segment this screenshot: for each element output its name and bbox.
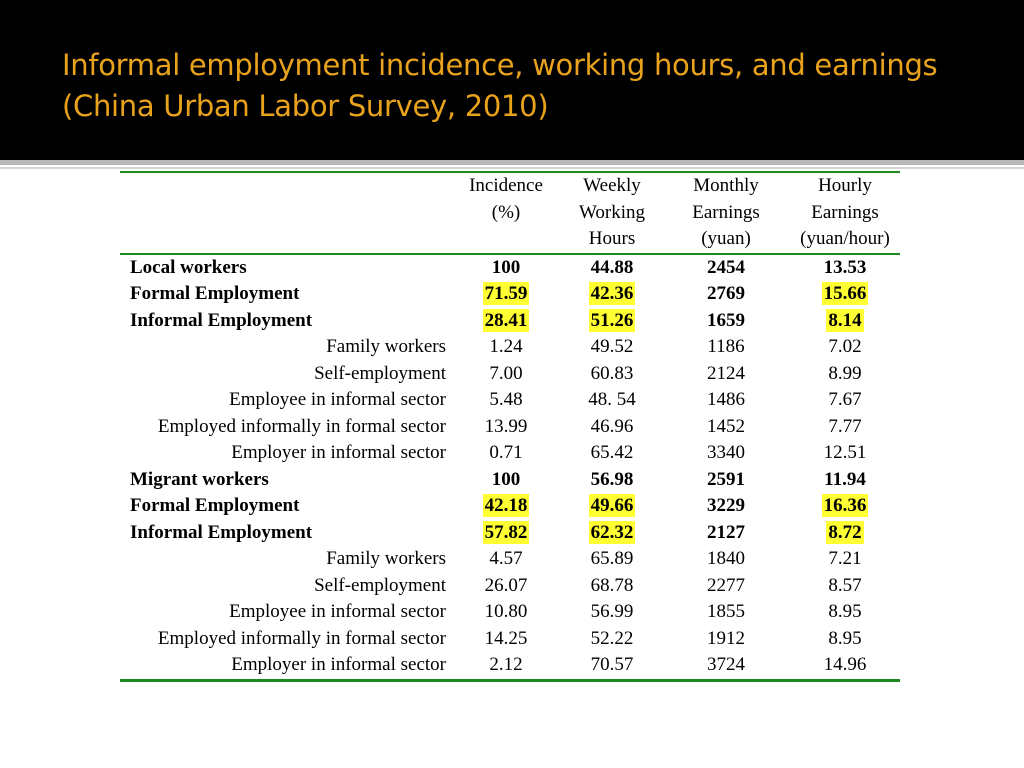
row-label: Migrant workers (130, 468, 269, 490)
row-label: Formal Employment (130, 495, 300, 516)
header-cell: Earnings (811, 201, 879, 223)
cell-value: 8.57 (828, 574, 862, 596)
value-cell (662, 467, 790, 494)
header-cell: Weekly (562, 172, 662, 200)
cell-value: 70.57 (590, 654, 634, 675)
value-cell (790, 599, 900, 626)
value-cell (562, 546, 662, 573)
header-cell: (yuan) (662, 226, 790, 254)
cell-value: 10.80 (484, 601, 528, 622)
cell-value: 4.57 (489, 548, 523, 569)
row-label: Employer in informal sector (120, 652, 450, 680)
table-body (120, 254, 900, 681)
cell-value: 48. 54 (588, 389, 636, 410)
header-cell (120, 226, 450, 254)
cell-value: 14.96 (823, 654, 867, 675)
cell-value: 8.95 (828, 601, 862, 622)
table-row (120, 467, 900, 494)
value-cell (662, 440, 790, 467)
cell-value: 12.51 (823, 442, 867, 463)
value-cell (562, 281, 662, 308)
header-cell: Incidence (450, 172, 562, 200)
value-cell (562, 334, 662, 361)
value-cell (450, 652, 562, 680)
value-cell (450, 493, 562, 520)
value-cell (790, 626, 900, 653)
highlighted-value: 28.41 (484, 309, 528, 331)
cell-value: 46.96 (590, 415, 634, 437)
cell-value: 60.83 (590, 362, 634, 384)
value-cell (562, 414, 662, 441)
header-cell (120, 172, 450, 200)
table-row (120, 493, 900, 520)
table-header (120, 172, 900, 254)
highlighted-value: 42.18 (484, 495, 528, 516)
table-row (120, 599, 900, 626)
cell-value: 8.95 (828, 627, 862, 649)
highlighted-value: 57.82 (484, 521, 528, 543)
table-row (120, 361, 900, 388)
value-cell (662, 573, 790, 600)
cell-value: 14.25 (484, 627, 528, 649)
value-cell (562, 467, 662, 494)
value-cell (662, 308, 790, 335)
value-cell (662, 493, 790, 520)
cell-value: 2454 (707, 256, 745, 278)
value-cell (662, 387, 790, 414)
value-cell (790, 361, 900, 388)
header-cell: Hourly (790, 172, 900, 200)
row-label: Employee in informal sector (229, 601, 446, 622)
value-cell (450, 520, 562, 547)
value-cell (790, 652, 900, 680)
table-row (120, 652, 900, 680)
cell-value: 65.89 (590, 548, 634, 569)
highlighted-value: 16.36 (823, 495, 867, 516)
row-label: Self-employment (314, 362, 446, 384)
value-cell (450, 334, 562, 361)
value-cell (790, 546, 900, 573)
header-cell: Earnings (692, 201, 760, 223)
value-cell (562, 493, 662, 520)
cell-value: 2277 (707, 574, 745, 596)
value-cell (562, 599, 662, 626)
cell-value: 1186 (707, 336, 745, 357)
highlighted-value: 71.59 (484, 283, 528, 304)
header-row (120, 172, 900, 200)
value-cell (790, 254, 900, 282)
value-cell (450, 440, 562, 467)
value-cell (562, 626, 662, 653)
value-cell (662, 361, 790, 388)
cell-value: 7.02 (828, 336, 862, 357)
cell-value: 13.99 (484, 415, 528, 437)
cell-value: 56.99 (590, 601, 634, 622)
value-cell (662, 414, 790, 441)
cell-value: 5.48 (489, 389, 523, 410)
value-cell (790, 414, 900, 441)
value-cell (562, 361, 662, 388)
value-cell (450, 308, 562, 335)
title-divider (0, 160, 1024, 165)
cell-value: 7.67 (828, 389, 862, 410)
value-cell (662, 652, 790, 680)
header-cell: Working (578, 201, 646, 223)
value-cell (450, 467, 562, 494)
header-row (120, 200, 900, 227)
value-cell (450, 387, 562, 414)
row-label: Informal Employment (130, 309, 313, 331)
cell-value: 8.99 (828, 362, 862, 384)
value-cell (790, 281, 900, 308)
value-cell (450, 626, 562, 653)
cell-value: 1452 (707, 415, 745, 437)
cell-value: 1.24 (489, 336, 523, 357)
cell-value: 11.94 (824, 468, 866, 490)
value-cell (562, 652, 662, 680)
header-cell: Monthly (662, 172, 790, 200)
header-cell (450, 226, 562, 254)
cell-value: 1855 (707, 601, 745, 622)
value-cell (790, 334, 900, 361)
value-cell (450, 546, 562, 573)
row-label: Self-employment (314, 574, 446, 596)
value-cell (562, 308, 662, 335)
table-row (120, 520, 900, 547)
value-cell (790, 387, 900, 414)
row-label: Family workers (326, 548, 446, 569)
cell-value: 1659 (707, 309, 745, 331)
cell-value: 100 (491, 256, 521, 278)
value-cell (562, 440, 662, 467)
value-cell (562, 573, 662, 600)
table-row (120, 546, 900, 573)
cell-value: 26.07 (484, 574, 528, 596)
value-cell (790, 440, 900, 467)
cell-value: 49.52 (590, 336, 634, 357)
value-cell (790, 467, 900, 494)
value-cell (450, 599, 562, 626)
row-label: Employee in informal sector (229, 389, 446, 410)
row-label: Employed informally in formal sector (157, 415, 446, 437)
value-cell (450, 254, 562, 282)
cell-value: 7.00 (489, 362, 523, 384)
value-cell (450, 573, 562, 600)
cell-value: 52.22 (590, 627, 634, 649)
cell-value: 65.42 (590, 442, 634, 463)
employment-table (120, 171, 900, 682)
table-row (120, 387, 900, 414)
table-row (120, 414, 900, 441)
row-label: Employer in informal sector (231, 442, 446, 463)
value-cell (662, 254, 790, 282)
cell-value: 44.88 (590, 256, 634, 278)
cell-value: 2127 (707, 521, 745, 543)
cell-value: 3340 (707, 442, 745, 463)
value-cell (662, 546, 790, 573)
value-cell (790, 520, 900, 547)
value-cell (662, 599, 790, 626)
value-cell (450, 361, 562, 388)
title-divider-thin (0, 167, 1024, 169)
cell-value: 13.53 (823, 256, 867, 278)
table-row (120, 281, 900, 308)
header-cell (120, 200, 450, 227)
cell-value: 7.77 (828, 415, 862, 437)
row-label: Family workers (326, 336, 446, 357)
cell-value: 0.71 (489, 442, 523, 463)
highlighted-value: 42.36 (590, 283, 634, 304)
highlighted-value: 8.14 (828, 309, 862, 331)
cell-value: 2124 (707, 362, 745, 384)
table-row (120, 440, 900, 467)
cell-value: 3229 (707, 495, 745, 516)
cell-value: 2.12 (489, 654, 523, 675)
cell-value: 3724 (707, 654, 745, 675)
value-cell (562, 387, 662, 414)
highlighted-value: 8.72 (828, 521, 862, 543)
cell-value: 2769 (707, 283, 745, 304)
value-cell (662, 520, 790, 547)
table-row (120, 626, 900, 653)
value-cell (662, 626, 790, 653)
value-cell (450, 281, 562, 308)
value-cell (662, 281, 790, 308)
header-row (120, 226, 900, 254)
cell-value: 7.21 (828, 548, 862, 569)
slide-title-line-2: (China Urban Labor Survey, 2010) (62, 89, 549, 123)
cell-value: 100 (491, 468, 521, 490)
value-cell (562, 520, 662, 547)
value-cell (662, 334, 790, 361)
value-cell (450, 414, 562, 441)
slide-title-bar (0, 0, 1024, 160)
table-row (120, 254, 900, 282)
header-cell: (yuan/hour) (790, 226, 900, 254)
highlighted-value: 49.66 (590, 495, 634, 516)
row-label: Local workers (130, 256, 247, 278)
cell-value: 2591 (707, 468, 745, 490)
highlighted-value: 15.66 (823, 283, 867, 304)
highlighted-value: 62.32 (590, 521, 634, 543)
cell-value: 56.98 (590, 468, 634, 490)
cell-value: 1486 (707, 389, 745, 410)
value-cell (562, 254, 662, 282)
header-cell: (%) (491, 201, 521, 223)
value-cell (790, 493, 900, 520)
cell-value: 68.78 (590, 574, 634, 596)
table-row (120, 573, 900, 600)
cell-value: 1840 (707, 548, 745, 569)
row-label: Formal Employment (130, 283, 300, 304)
highlighted-value: 51.26 (590, 309, 634, 331)
value-cell (790, 308, 900, 335)
value-cell (790, 573, 900, 600)
header-cell: Hours (562, 226, 662, 254)
row-label: Informal Employment (130, 521, 313, 543)
table-row (120, 308, 900, 335)
table-row (120, 334, 900, 361)
slide-title-line-1: Informal employment incidence, working hours, and earnings (62, 48, 938, 82)
row-label: Employed informally in formal sector (157, 627, 446, 649)
cell-value: 1912 (707, 627, 745, 649)
